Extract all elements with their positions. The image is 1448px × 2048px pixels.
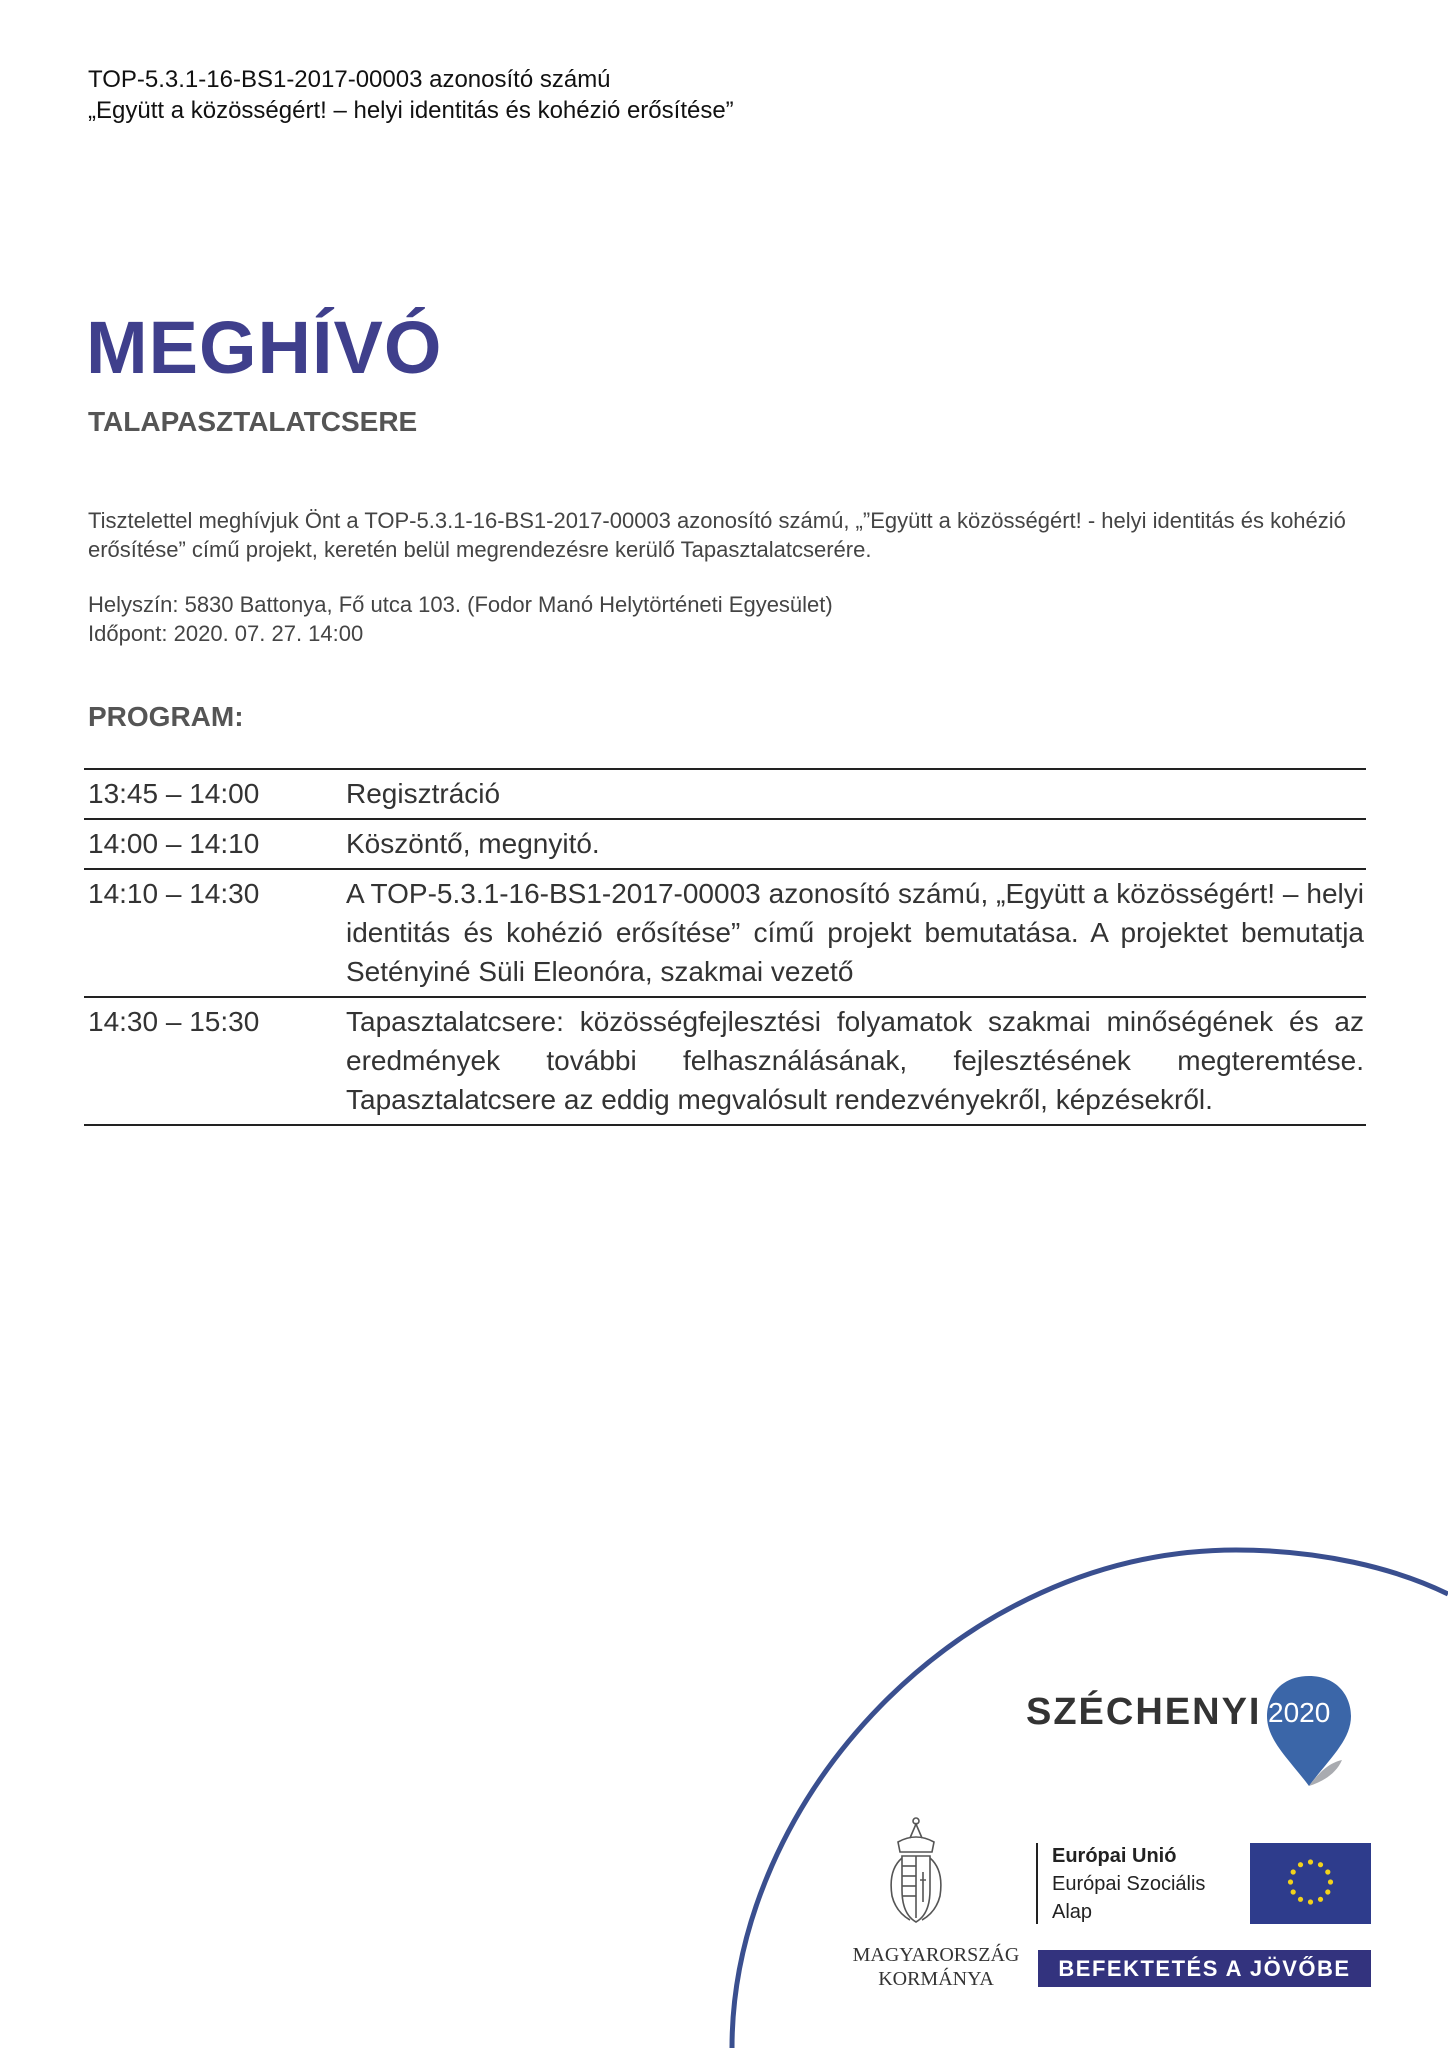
program-time: 14:10 – 14:30 [84, 869, 342, 997]
coat-of-arms-icon [891, 1818, 941, 1922]
eu-label-fund: Európai Szociális [1052, 1873, 1206, 1895]
program-time: 14:30 – 15:30 [84, 997, 342, 1125]
szechenyi-logo-year: 2020 [1268, 1697, 1331, 1728]
program-description: A TOP-5.3.1-16-BS1-2017-00003 azonosító számú, „Együtt a közösségért! – helyi identitás és kohézió erősítése” című projekt bemutatása. A projektet bemutatja Setényiné Süli Eleonóra, szakmai vezető [342, 869, 1366, 997]
government-line-1: MAGYARORSZÁG [852, 1944, 1020, 1966]
government-logo-text [846, 1943, 1026, 1991]
location-line: Helyszín: 5830 Battonya, Fő utca 103. (Fodor Manó Helytörténeti Egyesület) [88, 592, 833, 617]
program-time: 14:00 – 14:10 [84, 819, 342, 869]
eu-label-fund-2: Alap [1052, 1901, 1093, 1923]
program-heading: PROGRAM: [88, 701, 244, 732]
program-description: Regisztráció [342, 769, 1366, 819]
page-subtitle: TALAPASZTALATCSERE [88, 406, 418, 437]
time-line: Időpont: 2020. 07. 27. 14:00 [88, 621, 364, 646]
government-line-2: KORMÁNYA [878, 1968, 994, 1990]
header-line-1: TOP-5.3.1-16-BS1-2017-00003 azonosító számú [88, 66, 611, 93]
header-line-2: „Együtt a közösségért! – helyi identitás és kohézió erősítése” [88, 97, 734, 124]
program-time: 13:45 – 14:00 [84, 769, 342, 819]
eu-slogan-bar: BEFEKTETÉS A JÖVŐBE [1038, 1950, 1371, 1987]
page-title: MEGHÍVÓ [86, 306, 443, 389]
eu-flag-icon [1250, 1843, 1371, 1924]
szechenyi-pin-icon [1267, 1676, 1351, 1786]
szechenyi-logo-text: SZÉCHENYI [1026, 1691, 1262, 1733]
intro-paragraph: Tisztelettel meghívjuk Önt a TOP-5.3.1-16-BS1-2017-00003 azonosító számú, „”Együtt a közösségért! - helyi identitás és kohézió erősítése” című projekt, keretén belül megrendezésre kerülő Tapasztalatcserére. [88, 508, 1346, 562]
program-description: Köszöntő, megnyitó. [342, 819, 1366, 869]
eu-label-union: Európai Unió [1052, 1845, 1177, 1867]
program-description: Tapasztalatcsere: közösségfejlesztési folyamatok szakmai minőségének és az eredmények további felhasználásának, fejlesztésének megteremtése. Tapasztalatcsere az eddig megvalósult rendezvényekről, képzésekről. [342, 997, 1366, 1125]
